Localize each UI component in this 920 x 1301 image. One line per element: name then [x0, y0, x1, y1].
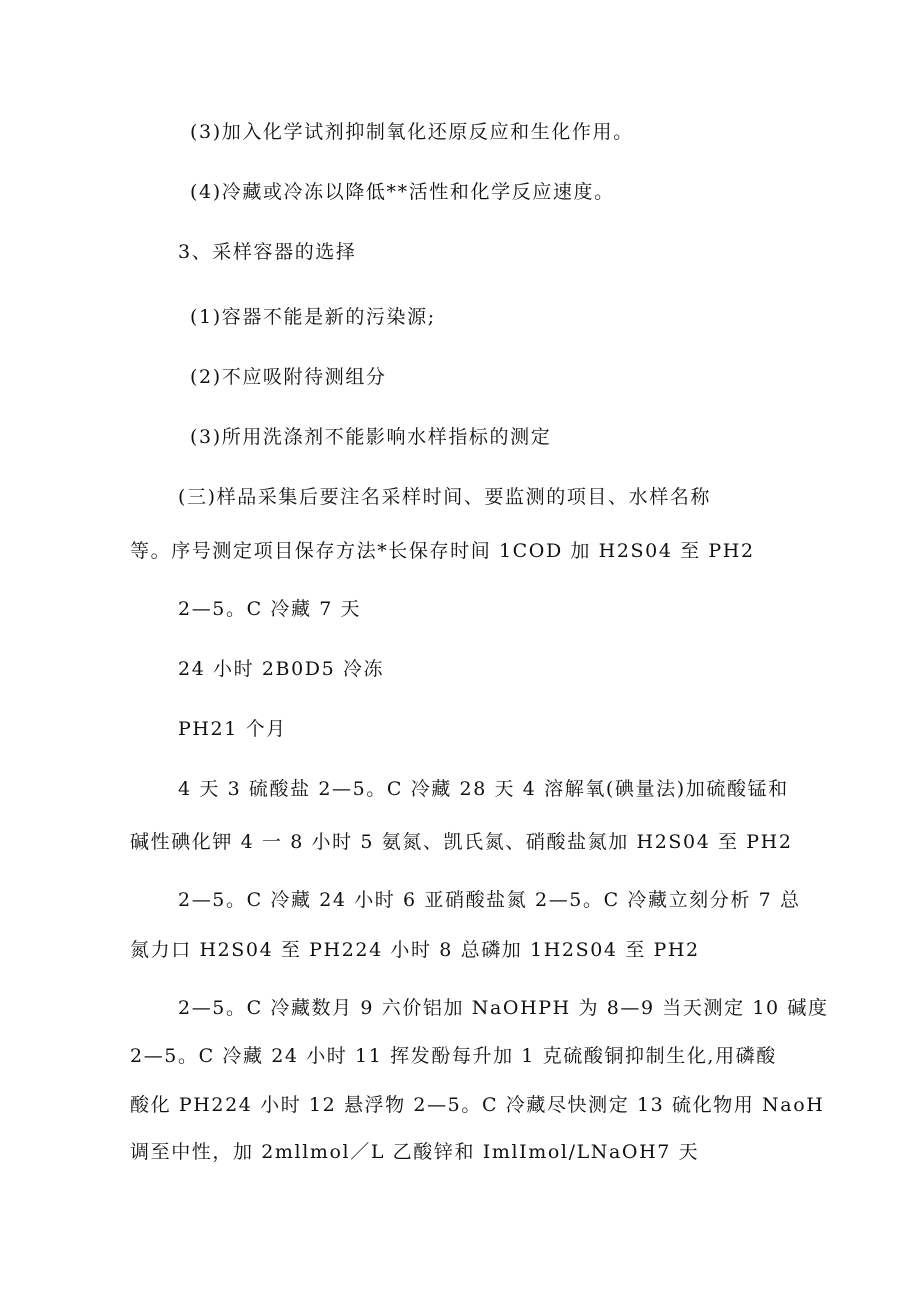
paragraph-line: 调至中性，加 2mllmol／L 乙酸锌和 ImlImol/LNaOH7 天 — [130, 1141, 700, 1163]
text-line: 2—5。C 冷藏 7 天 — [178, 598, 362, 620]
paragraph-line: 2—5。C 冷藏数月 9 六价铝加 NaOHPH 为 8—9 当天测定 10 碱度 — [178, 997, 829, 1019]
text-line: PH21 个月 — [178, 718, 287, 740]
section-heading: 3、采样容器的选择 — [178, 241, 357, 263]
paragraph-line: 氮力口 H2S04 至 PH224 小时 8 总磷加 1H2S04 至 PH2 — [130, 939, 700, 961]
text-line: (1)容器不能是新的污染源; — [190, 306, 436, 328]
paragraph-line: 2—5。C 冷藏 24 小时 11 挥发酚每升加 1 克硫酸铜抑制生化,用磷酸 — [130, 1045, 777, 1067]
text-line: (3)所用洗涤剂不能影响水样指标的测定 — [190, 426, 552, 448]
paragraph-line: 碱性碘化钾 4 一 8 小时 5 氨氮、凯氏氮、硝酸盐氮加 H2S04 至 PH2 — [130, 831, 793, 853]
paragraph-line: 2—5。C 冷藏 24 小时 6 亚硝酸盐氮 2—5。C 冷藏立刻分析 7 总 — [178, 889, 801, 911]
paragraph-line: (三)样品采集后要注名采样时间、要监测的项目、水样名称 — [178, 486, 712, 508]
text-line: (4)冷藏或冷冻以降低**活性和化学反应速度。 — [190, 181, 615, 203]
paragraph-line: 4 天 3 硫酸盐 2—5。C 冷藏 28 天 4 溶解氧(碘量法)加硫酸锰和 — [178, 778, 789, 800]
paragraph-line: 酸化 PH224 小时 12 悬浮物 2—5。C 冷藏尽快测定 13 硫化物用 NaoH — [130, 1094, 825, 1116]
text-line: 24 小时 2B0D5 冷冻 — [178, 658, 385, 680]
text-line: (2)不应吸附待测组分 — [190, 366, 387, 388]
text-line: (3)加入化学试剂抑制氧化还原反应和生化作用。 — [190, 121, 634, 143]
paragraph-line: 等。序号测定项目保存方法*长保存时间 1COD 加 H2S04 至 PH2 — [130, 540, 755, 562]
